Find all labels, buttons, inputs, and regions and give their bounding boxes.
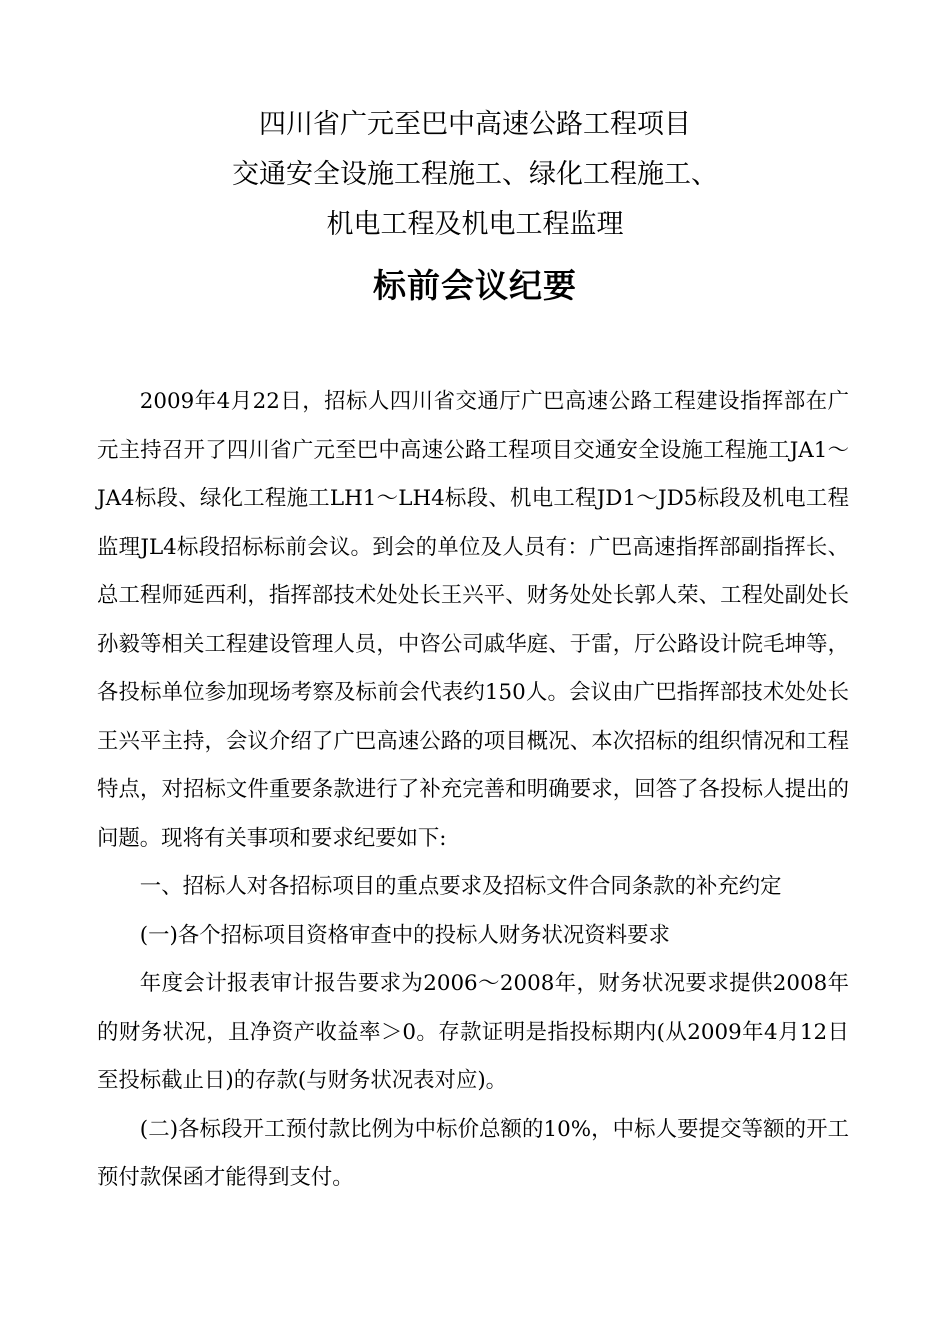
section-heading-1: 一、招标人对各招标项目的重点要求及招标文件合同条款的补充约定	[139, 874, 782, 899]
subsection-heading-1: (一)各个招标项目资格审查中的投标人财务状况资料要求	[139, 922, 670, 948]
main-title: 标前会议纪要	[373, 266, 577, 305]
title-line-3: 机电工程及机电工程监理	[326, 209, 624, 240]
paragraph-financial-requirements: 年度会计报表审计报告要求为2006～2008年，财务状况要求提供2008年的财务状况，且净资产收益率＞0。存款证明是指投标期内(从2009年4月12日至投标截止日)的存款(与财务状况表对应)。	[97, 971, 849, 1093]
title-line-2: 交通安全设施工程施工、绿化工程施工、	[232, 159, 718, 190]
paragraph-intro: 2009年4月22日，招标人四川省交通厅广巴高速公路工程建设指挥部在广元主持召开了四川省广元至巴中高速公路工程项目交通安全设施工程施工JA1～JA4标段、绿化工程施工LH1～LH4标段、机电工程JD1～JD5标段及机电工程监理JL4标段招标标前会议。到会的单位及人员有：广巴高速指挥部副指挥长、总工程师延西利，指挥部技术处处长王兴平、财务处处长郭人荣、工程处副处长孙毅等相关工程建设管理人员，中咨公司戚华庭、于雷，厅公路设计院毛坤等，各投标单位参加现场考察及标前会代表约150人。会议由广巴指挥部技术处处长王兴平主持，会议介绍了广巴高速公路的项目概况、本次招标的组织情况和工程特点，对招标文件重要条款进行了补充完善和明确要求，回答了各投标人提出的问题。现将有关事项和要求纪要如下:	[97, 389, 849, 851]
paragraph-advance-payment: (二)各标段开工预付款比例为中标价总额的10%，中标人要提交等额的开工预付款保函才能得到支付。	[97, 1116, 849, 1190]
document-body	[97, 378, 849, 1203]
title-line-1: 四川省广元至巴中高速公路工程项目	[259, 109, 691, 140]
